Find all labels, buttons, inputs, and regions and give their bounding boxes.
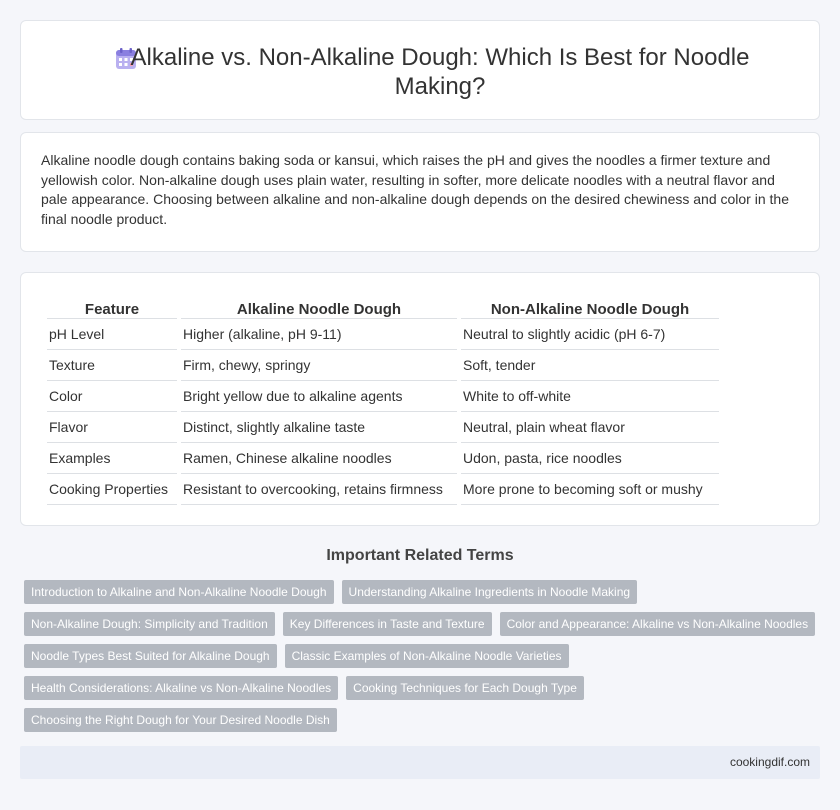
cell-feature: Cooking Properties bbox=[47, 474, 177, 505]
table-row bbox=[47, 474, 719, 505]
cell-non-alkaline: White to off-white bbox=[461, 381, 719, 412]
related-term-tag[interactable]: Classic Examples of Non-Alkaline Noodle Varieties bbox=[285, 644, 569, 668]
header-feature: Feature bbox=[47, 295, 177, 319]
cell-alkaline: Resistant to overcooking, retains firmness bbox=[181, 474, 457, 505]
header-non-alkaline: Non-Alkaline Noodle Dough bbox=[461, 295, 719, 319]
cell-feature: Examples bbox=[47, 443, 177, 474]
cell-alkaline: Higher (alkaline, pH 9-11) bbox=[181, 319, 457, 350]
cell-alkaline: Distinct, slightly alkaline taste bbox=[181, 412, 457, 443]
related-term-tag[interactable]: Choosing the Right Dough for Your Desired Noodle Dish bbox=[24, 708, 337, 732]
tag-row bbox=[24, 580, 824, 604]
cell-alkaline: Bright yellow due to alkaline agents bbox=[181, 381, 457, 412]
header-alkaline: Alkaline Noodle Dough bbox=[181, 295, 457, 319]
title-card bbox=[20, 20, 820, 120]
intro-paragraph: Alkaline noodle dough contains baking soda or kansui, which raises the pH and gives the noodles a firmer texture and yellowish color. Non-alkaline dough uses plain water, resulting in softer, more delicate noodles with a neutral flavor and pale appearance. Choosing between alkaline and non-alkaline dough depends on the desired chewiness and color in the final noodle product. bbox=[41, 152, 789, 227]
cell-feature: Flavor bbox=[47, 412, 177, 443]
related-term-tag[interactable]: Color and Appearance: Alkaline vs Non-Alkaline Noodles bbox=[500, 612, 816, 636]
intro-card bbox=[20, 132, 820, 252]
related-term-tag[interactable]: Key Differences in Taste and Texture bbox=[283, 612, 492, 636]
footer-site-name[interactable]: cookingdif.com bbox=[729, 755, 810, 769]
comparison-table-card bbox=[20, 272, 820, 526]
table-header-row bbox=[47, 295, 719, 319]
related-term-tag[interactable]: Noodle Types Best Suited for Alkaline Dough bbox=[24, 644, 277, 668]
cell-non-alkaline: Soft, tender bbox=[461, 350, 719, 381]
table-row bbox=[47, 412, 719, 443]
table-row bbox=[47, 319, 719, 350]
footer bbox=[20, 746, 820, 779]
related-term-tag[interactable]: Cooking Techniques for Each Dough Type bbox=[346, 676, 584, 700]
cell-non-alkaline: Udon, pasta, rice noodles bbox=[461, 443, 719, 474]
related-terms-list bbox=[24, 580, 824, 740]
related-term-tag[interactable]: Health Considerations: Alkaline vs Non-Alkaline Noodles bbox=[24, 676, 338, 700]
cell-alkaline: Firm, chewy, springy bbox=[181, 350, 457, 381]
related-term-tag[interactable]: Non-Alkaline Dough: Simplicity and Tradition bbox=[24, 612, 275, 636]
tag-row bbox=[24, 612, 824, 636]
related-term-tag[interactable]: Understanding Alkaline Ingredients in Noodle Making bbox=[342, 580, 638, 604]
cell-feature: pH Level bbox=[47, 319, 177, 350]
cell-feature: Texture bbox=[47, 350, 177, 381]
cell-non-alkaline: Neutral, plain wheat flavor bbox=[461, 412, 719, 443]
comparison-table bbox=[43, 295, 723, 505]
page-title: Alkaline vs. Non-Alkaline Dough: Which Is Best for Noodle Making? bbox=[130, 44, 750, 100]
table-row bbox=[47, 381, 719, 412]
related-term-tag[interactable]: Introduction to Alkaline and Non-Alkaline Noodle Dough bbox=[24, 580, 334, 604]
table-row bbox=[47, 350, 719, 381]
tag-row bbox=[24, 708, 824, 732]
tag-row bbox=[24, 676, 824, 700]
table-row bbox=[47, 443, 719, 474]
cell-alkaline: Ramen, Chinese alkaline noodles bbox=[181, 443, 457, 474]
related-terms-title: Important Related Terms bbox=[326, 547, 514, 564]
cell-feature: Color bbox=[47, 381, 177, 412]
tag-row bbox=[24, 644, 824, 668]
cell-non-alkaline: Neutral to slightly acidic (pH 6-7) bbox=[461, 319, 719, 350]
cell-non-alkaline: More prone to becoming soft or mushy bbox=[461, 474, 719, 505]
